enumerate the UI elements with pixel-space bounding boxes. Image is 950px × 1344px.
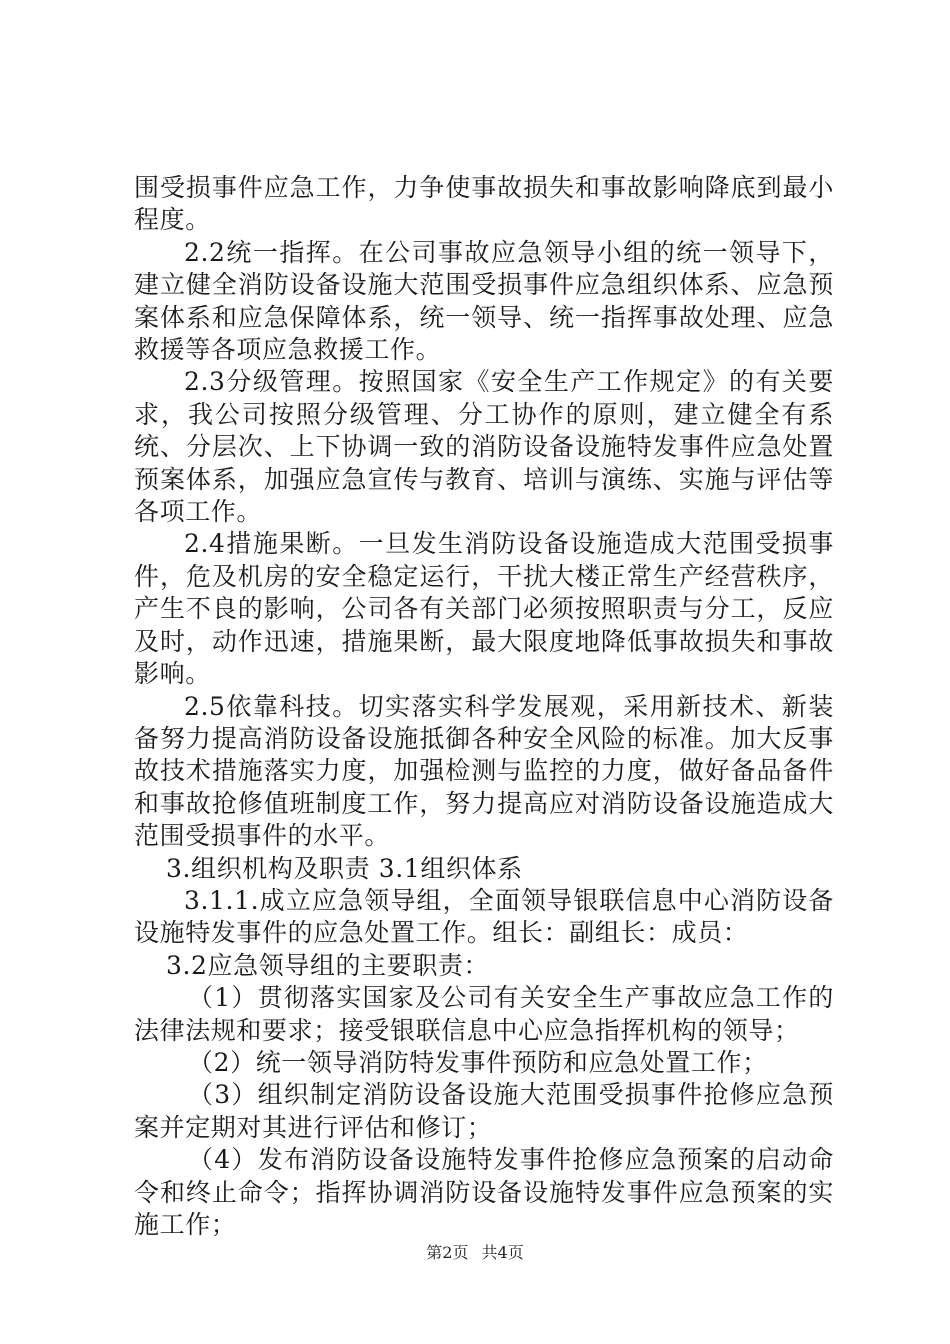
paragraph-graded-management: 2.3分级管理。按照国家《安全生产工作规定》的有关要求，我公司按照分级管理、分工协作的原则，建立健全有系统、分层次、上下协调一致的消防设备设施特发事件应急处置预案体系，加强应急宣传与教育、培训与演练、实施与评估等各项工作。	[134, 367, 834, 527]
paragraph-emergency-group: 3.1.1.成立应急领导组，全面领导银联信息中心消防设备设施特发事件的应急处置工作。组长：副组长：成员：	[134, 885, 834, 948]
duty-item-4: （4）发布消防设备设施特发事件抢修应急预案的启动命令和终止命令；指挥协调消防设备设施特发事件应急预案的实施工作；	[134, 1145, 834, 1239]
section-heading-organization: 3.组织机构及职责 3.1组织体系	[166, 853, 523, 883]
page-footer	[0, 1243, 950, 1263]
duty-item-1: （1）贯彻落实国家及公司有关安全生产事故应急工作的法律法规和要求；接受银联信息中心应急指挥机构的领导；	[134, 983, 834, 1045]
paragraph-continuation: 围受损事件应急工作，力争使事故损失和事故影响降底到最小程度。	[134, 173, 834, 235]
paragraph-unified-command: 2.2统一指挥。在公司事故应急领导小组的统一领导下，建立健全消防设备设施大范围受损事件应急组织体系、应急预案体系和应急保障体系，统一领导、统一指挥事故处理、应急救援等各项应急救援工作。	[134, 237, 834, 365]
duty-item-3: （3）组织制定消防设备设施大范围受损事件抢修应急预案并定期对其进行评估和修订；	[134, 1080, 834, 1142]
document-body	[134, 172, 834, 1241]
page-total: 共4页	[481, 1243, 524, 1262]
paragraph-rely-on-technology: 2.5依靠科技。切实落实科学发展观，采用新技术、新装备努力提高消防设备设施抵御各种安全风险的标准。加大反事故技术措施落实力度，加强检测与监控的力度，做好备品备件和事故抢修值班制度工作，努力提高应对消防设备设施造成大范围受损事件的水平。	[134, 691, 834, 851]
paragraph-decisive-measures: 2.4措施果断。一旦发生消防设备设施造成大范围受损事件，危及机房的安全稳定运行，干扰大楼正常生产经营秩序，产生不良的影响，公司各有关部门必须按照职责与分工，反应及时，动作迅速，措施果断，最大限度地降低事故损失和事故影响。	[134, 529, 834, 689]
duty-item-2: （2）统一领导消防特发事件预防和应急处置工作；	[188, 1047, 768, 1077]
section-heading-duties: 3.2应急领导组的主要职责：	[166, 950, 490, 980]
page-number: 第2页	[426, 1243, 469, 1262]
